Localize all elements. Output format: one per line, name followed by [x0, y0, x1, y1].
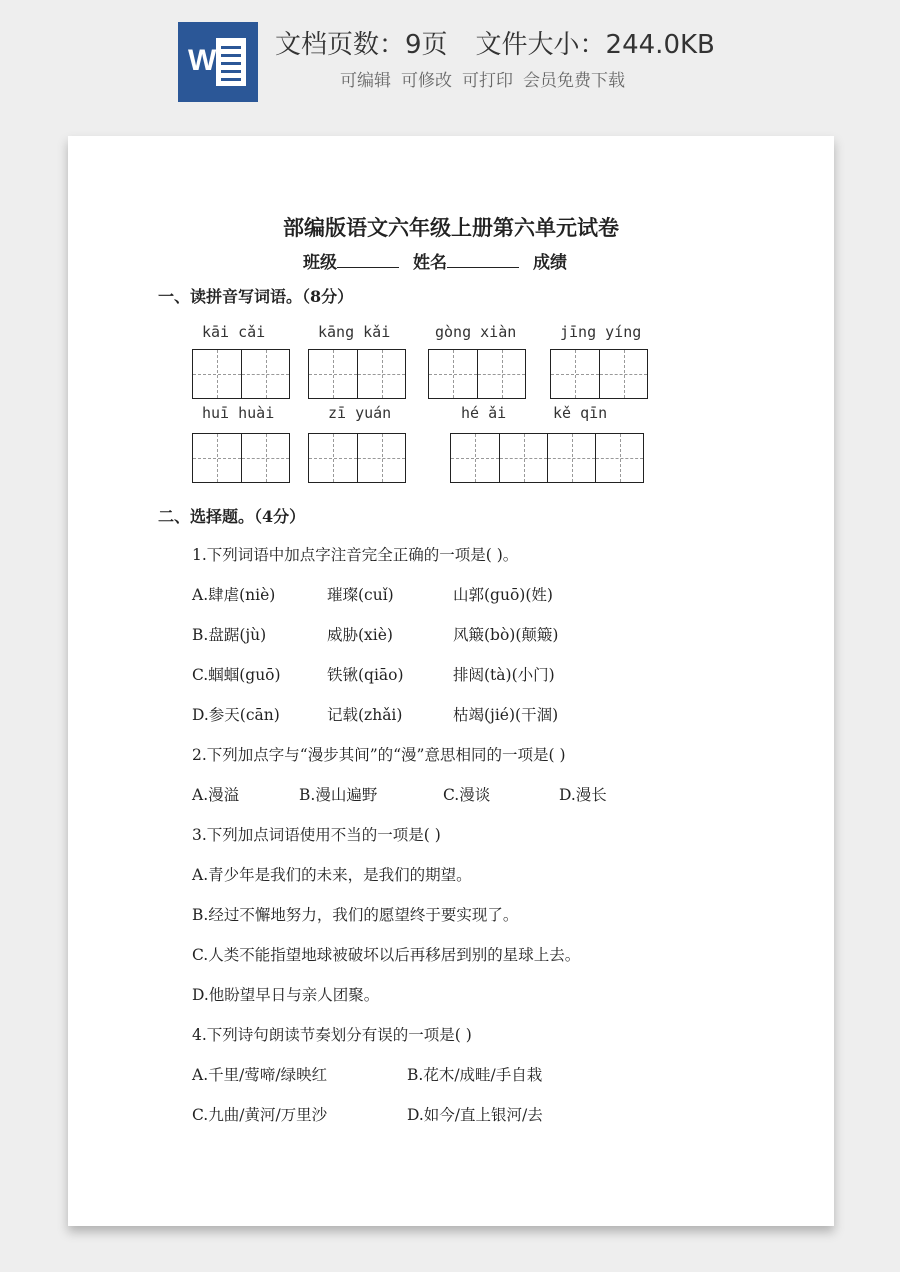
- q1-d-1: D.参天(cān): [192, 706, 280, 724]
- feature-free-download: 会员免费下载: [523, 71, 625, 91]
- pinyin-7: hé ǎi: [461, 404, 507, 422]
- q2-option-c: C.漫谈: [443, 786, 491, 804]
- writing-grid: [308, 349, 406, 399]
- section1-heading: 一、读拼音写词语。（8分）: [158, 287, 354, 306]
- pinyin-2: kāng kǎi: [318, 323, 391, 341]
- feature-editable: 可编辑: [340, 71, 391, 91]
- q4-option-a: A.千里/莺啼/绿映红: [192, 1066, 328, 1084]
- q1-a-3: 山郭(guō)(姓): [453, 586, 553, 604]
- feature-printable: 可打印: [462, 71, 513, 91]
- writing-grid: [428, 349, 526, 399]
- file-size: 文件大小：244.0KB: [475, 30, 715, 60]
- writing-grid: [192, 349, 290, 399]
- q1-c-1: C.蝈蝈(guō): [192, 666, 281, 684]
- q3-stem: 3.下列加点词语使用不当的一项是( ): [192, 826, 441, 844]
- student-info-line: [303, 248, 567, 273]
- page-count: 文档页数：9页: [275, 30, 448, 60]
- q2-option-d: D.漫长: [559, 786, 607, 804]
- writing-grid: [450, 433, 644, 483]
- q1-b-3: 风簸(bò)(颠簸): [453, 626, 559, 644]
- q2-option-b: B.漫山遍野: [299, 786, 378, 804]
- writing-grid: [192, 433, 290, 483]
- q2-option-a: A.漫溢: [192, 786, 240, 804]
- feature-modifiable: 可修改: [401, 71, 452, 91]
- q3-option-c: C.人类不能指望地球被破坏以后再移居到别的星球上去。: [192, 946, 581, 964]
- q1-stem: 1.下列词语中加点字注音完全正确的一项是( )。: [192, 546, 519, 564]
- score-label: 成绩: [533, 253, 567, 273]
- q4-option-d: D.如今/直上银河/去: [407, 1106, 543, 1124]
- feature-list: [340, 66, 625, 91]
- word-logo-icon: [178, 22, 258, 102]
- logo-letter: W: [188, 44, 217, 77]
- name-label: 姓名: [413, 253, 447, 273]
- file-info: [275, 24, 715, 61]
- q3-option-b: B.经过不懈地努力，我们的愿望终于要实现了。: [192, 906, 519, 924]
- q1-a-1: A.肆虐(niè): [192, 586, 276, 604]
- pinyin-4: jīng yíng: [560, 323, 642, 341]
- q1-d-2: 记载(zhǎi): [327, 706, 403, 724]
- q1-c-3: 排闼(tà)(小门): [453, 666, 555, 684]
- q4-option-b: B.花木/成畦/手自栽: [407, 1066, 543, 1084]
- class-label: 班级: [303, 253, 337, 273]
- q3-option-d: D.他盼望早日与亲人团聚。: [192, 986, 380, 1004]
- name-blank: [447, 251, 519, 268]
- q4-option-c: C.九曲/黄河/万里沙: [192, 1106, 328, 1124]
- pinyin-8: kě qīn: [553, 404, 608, 422]
- writing-grid: [550, 349, 648, 399]
- q1-a-2: 璀璨(cuǐ): [327, 586, 394, 604]
- section2-heading: 二、选择题。（4分）: [158, 507, 306, 526]
- pinyin-3: gòng xiàn: [435, 323, 517, 341]
- pinyin-6: zī yuán: [328, 404, 392, 422]
- q1-b-2: 威胁(xiè): [327, 626, 393, 644]
- document-lines-icon: [216, 38, 246, 86]
- q1-c-2: 铁锹(qiāo): [327, 666, 404, 684]
- page-title: 部编版语文六年级上册第六单元试卷: [283, 215, 619, 240]
- q4-stem: 4.下列诗句朗读节奏划分有误的一项是( ): [192, 1026, 472, 1044]
- pinyin-5: huī huài: [202, 404, 275, 422]
- pinyin-1: kāi cǎi: [202, 323, 266, 341]
- q3-option-a: A.青少年是我们的未来，是我们的期望。: [192, 866, 472, 884]
- writing-grid: [308, 433, 406, 483]
- document-page: [68, 136, 834, 1226]
- q1-d-3: 枯竭(jié)(干涸): [453, 706, 559, 724]
- class-blank: [337, 251, 399, 268]
- q1-b-1: B.盘踞(jù): [192, 626, 267, 644]
- q2-stem: 2.下列加点字与“漫步其间”的“漫”意思相同的一项是( ): [192, 746, 566, 764]
